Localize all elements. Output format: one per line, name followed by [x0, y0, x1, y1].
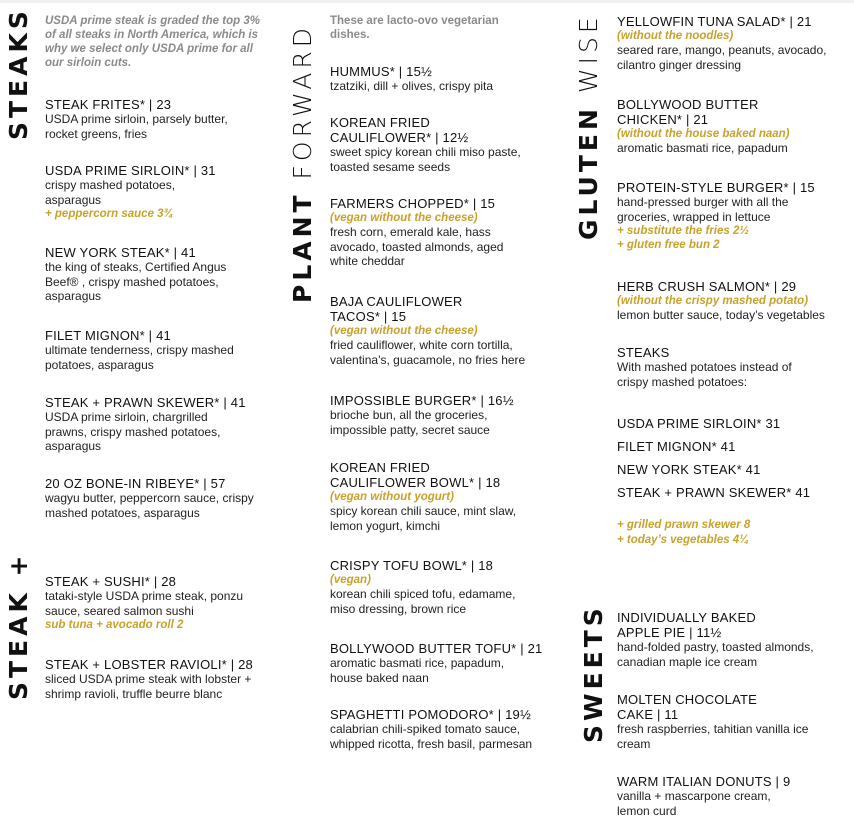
menu-item: [45, 395, 260, 454]
menu-item: [45, 476, 260, 520]
item-desc: crispy mashed potatoes, asparagus: [45, 178, 176, 207]
item-name: STEAK + PRAWN SKEWER* | 41: [45, 395, 246, 410]
item-option: + today’s vegetables 4¼: [617, 534, 749, 546]
heading-sweets: SWEETS: [579, 604, 608, 743]
item-desc: hand-folded pastry, toasted almonds, canadian maple ice cream: [617, 640, 814, 669]
item-name: IMPOSSIBLE BURGER* | 16½: [330, 393, 514, 408]
item-desc: fried cauliflower, white corn tortilla, valentina’s, guacamole, no fries here: [330, 338, 526, 367]
item-option: + grilled prawn skewer 8: [617, 519, 751, 531]
item-desc: fresh raspberries, tahitian vanilla ice cream: [617, 722, 809, 751]
menu-item: [330, 707, 552, 751]
item-name: KOREAN FRIED CAULIFLOWER* | 12½: [330, 115, 469, 145]
steak-list-item: USDA PRIME SIRLOIN* 31: [617, 416, 781, 431]
item-option: (without the noodles): [617, 30, 734, 42]
item-option: sub tuna + avocado roll 2: [45, 619, 184, 631]
menu-item: [330, 64, 552, 94]
item-name: BAJA CAULIFLOWER TACOS* | 15: [330, 294, 463, 324]
item-desc: calabrian chili-spiked tomato sauce, whipped ricotta, fresh basil, parmesan: [330, 722, 533, 751]
item-name: STEAK + LOBSTER RAVIOLI* | 28: [45, 657, 253, 672]
item-desc: spicy korean chili sauce, mint slaw, lemon yogurt, kimchi: [330, 504, 517, 533]
item-desc: tzatziki, dill + olives, crispy pita: [330, 79, 494, 93]
menu-item: [617, 180, 849, 252]
gluten-steaks-block: [617, 345, 849, 389]
menu-item: [617, 692, 849, 751]
item-name: MOLTEN CHOCOLATE CAKE | 11: [617, 692, 757, 722]
menu-item: [45, 163, 260, 221]
steaks-note: USDA prime steak is graded the top 3% of all steaks in North America, which is why we select only USDA prime for all our sirloin cuts.: [45, 15, 260, 69]
steak-list-item: STEAK + PRAWN SKEWER* 41: [617, 485, 811, 500]
item-name: FARMERS CHOPPED* | 15: [330, 196, 496, 211]
menu-item: [617, 279, 849, 323]
menu-item: [617, 774, 849, 818]
item-option: (vegan without the cheese): [330, 212, 478, 224]
item-desc: aromatic basmati rice, papadum: [617, 141, 788, 155]
heading-steaks: STEAKS: [4, 7, 33, 140]
item-option: + substitute the fries 2½: [617, 225, 749, 237]
item-desc: sliced USDA prime steak with lobster + shrimp ravioli, truffle beurre blanc: [45, 672, 252, 701]
item-name: SPAGHETTI POMODORO* | 19½: [330, 707, 532, 722]
heading-steak-plus: STEAK +: [4, 551, 33, 700]
item-option: (without the crispy mashed potato): [617, 295, 809, 307]
item-name: YELLOWFIN TUNA SALAD* | 21: [617, 14, 812, 29]
menu-item: [45, 574, 260, 632]
steak-list-item: NEW YORK STEAK* 41: [617, 462, 761, 477]
item-option: (vegan without the cheese): [330, 325, 478, 337]
menu-item: [617, 14, 849, 72]
steak-list-item: FILET MIGNON* 41: [617, 439, 736, 454]
item-name: USDA PRIME SIRLOIN* | 31: [45, 163, 216, 178]
item-desc: the king of steaks, Certified Angus Beef® , crispy mashed potatoes, asparagus: [45, 260, 227, 303]
item-name: HERB CRUSH SALMON* | 29: [617, 279, 797, 294]
item-name: STEAKS: [617, 345, 670, 360]
menu-item: [45, 245, 260, 304]
item-name: FILET MIGNON* | 41: [45, 328, 171, 343]
plant-note: These are lacto-ovo vegetarian dishes.: [330, 15, 499, 41]
item-name: 20 OZ BONE-IN RIBEYE* | 57: [45, 476, 226, 491]
menu-item: [330, 294, 552, 367]
menu-item: [45, 328, 260, 372]
item-option: (vegan without yogurt): [330, 491, 454, 503]
menu-item: [330, 558, 552, 616]
item-desc: korean chili spiced tofu, edamame, miso dressing, brown rice: [330, 587, 516, 616]
item-desc: hand-pressed burger with all the groceries, wrapped in lettuce: [617, 195, 789, 224]
item-name: STEAK FRITES* | 23: [45, 97, 172, 112]
item-name: PROTEIN-STYLE BURGER* | 15: [617, 180, 815, 195]
item-desc: vanilla + mascarpone cream, lemon curd: [617, 789, 771, 818]
menu-item: [330, 641, 552, 685]
item-option: (vegan): [330, 574, 371, 586]
item-name: HUMMUS* | 15½: [330, 64, 433, 79]
item-name: WARM ITALIAN DONUTS | 9: [617, 774, 791, 789]
menu-item: [330, 393, 552, 437]
item-option: + peppercorn sauce 3¾: [45, 208, 174, 220]
menu-item: [617, 610, 849, 669]
item-name: STEAK + SUSHI* | 28: [45, 574, 177, 589]
item-name: BOLLYWOOD BUTTER TOFU* | 21: [330, 641, 543, 656]
menu-item: [330, 115, 552, 174]
item-desc: sweet spicy korean chili miso paste, toasted sesame seeds: [330, 145, 521, 174]
item-desc: USDA prime sirloin, parsely butter, rocket greens, fries: [45, 112, 228, 141]
menu-item: [330, 196, 552, 269]
item-name: BOLLYWOOD BUTTER CHICKEN* | 21: [617, 97, 759, 127]
menu-item: [45, 97, 260, 141]
item-desc: USDA prime sirloin, chargrilled prawns, crispy mashed potatoes, asparagus: [45, 410, 221, 453]
heading-plant-forward: PLANT FORWARD: [288, 23, 317, 303]
item-desc: seared rare, mango, peanuts, avocado, cilantro ginger dressing: [617, 43, 827, 72]
item-desc: ultimate tenderness, crispy mashed potatoes, asparagus: [45, 343, 234, 372]
menu-item: [45, 657, 260, 701]
item-desc: With mashed potatoes instead of crispy mashed potatoes:: [617, 360, 792, 389]
item-name: INDIVIDUALLY BAKED APPLE PIE | 11½: [617, 610, 756, 640]
menu-item: [330, 460, 552, 533]
item-name: CRISPY TOFU BOWL* | 18: [330, 558, 494, 573]
item-desc: wagyu butter, peppercorn sauce, crispy mashed potatoes, asparagus: [45, 491, 254, 520]
top-border: [0, 0, 854, 3]
heading-gluten-wise: GLUTEN WISE: [574, 13, 603, 240]
item-desc: aromatic basmati rice, papadum, house baked naan: [330, 656, 505, 685]
item-desc: tataki-style USDA prime steak, ponzu sauce, seared salmon sushi: [45, 589, 244, 618]
item-desc: fresh corn, emerald kale, hass avocado, toasted almonds, aged white cheddar: [330, 225, 504, 268]
item-option: (without the house baked naan): [617, 128, 790, 140]
item-name: KOREAN FRIED CAULIFLOWER BOWL* | 18: [330, 460, 501, 490]
menu-item: [617, 97, 849, 156]
item-desc: brioche bun, all the groceries, impossible patty, secret sauce: [330, 408, 490, 437]
item-option: + gluten free bun 2: [617, 239, 720, 251]
item-desc: lemon butter sauce, today’s vegetables: [617, 308, 825, 322]
item-name: NEW YORK STEAK* | 41: [45, 245, 196, 260]
